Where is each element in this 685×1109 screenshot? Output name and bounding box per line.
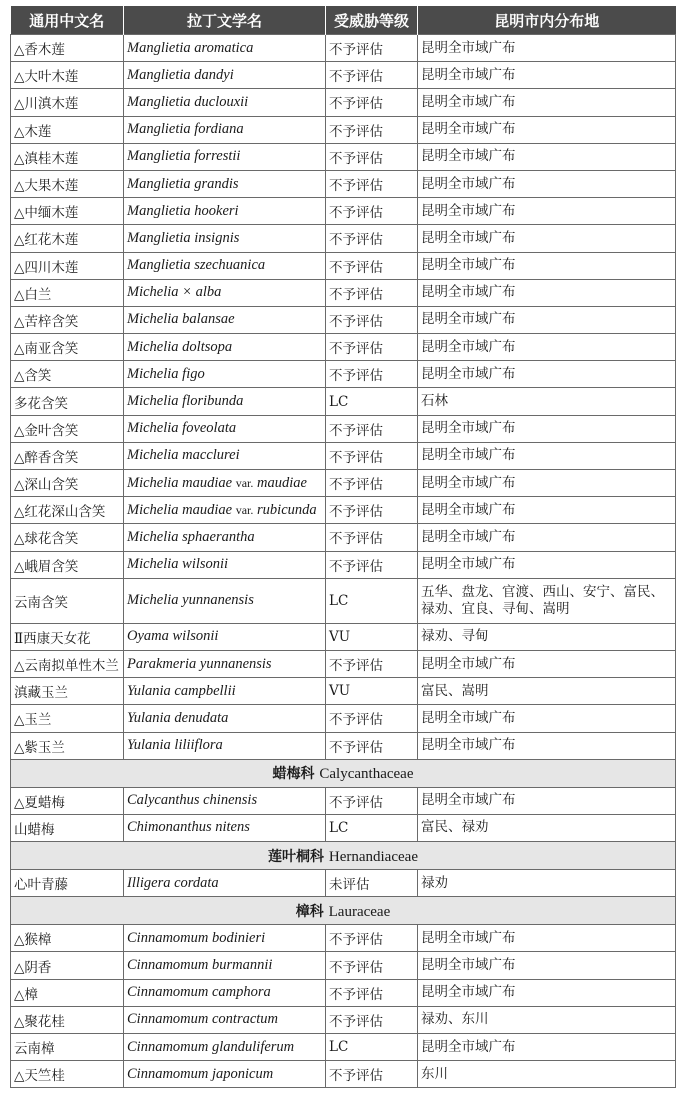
latin-name-cell	[124, 470, 326, 497]
rank-marker: var.	[235, 502, 254, 517]
latin-name-cell	[124, 116, 326, 143]
species-table	[10, 6, 676, 1088]
threat-level-cell: VU	[326, 678, 418, 705]
latin-name-cell	[124, 497, 326, 524]
distribution-cell: 富民、嵩明	[418, 678, 676, 705]
table-row	[11, 35, 676, 62]
table-row	[11, 89, 676, 116]
threat-level-cell: 不予评估	[326, 497, 418, 524]
table-row	[11, 497, 676, 524]
common-name-cell: △夏蜡梅	[11, 787, 124, 814]
binomial: Cinnamomum contractum	[127, 1011, 279, 1028]
table-row	[11, 732, 676, 759]
common-name-cell: △峨眉含笑	[11, 551, 124, 578]
binomial: Michelia balansae	[127, 311, 235, 328]
common-name-cell: 心叶青藤	[11, 870, 124, 897]
binomial: Michelia wilsonii	[127, 556, 229, 573]
binomial: Manglietia duclouxii	[127, 93, 249, 110]
threat-level-cell: 不予评估	[326, 143, 418, 170]
common-name-cell: △苦梓含笑	[11, 306, 124, 333]
distribution-cell: 昆明全市域广布	[418, 225, 676, 252]
table-row	[11, 1034, 676, 1061]
common-name-cell: △紫玉兰	[11, 732, 124, 759]
table-row	[11, 116, 676, 143]
latin-name-cell	[124, 650, 326, 677]
common-name-cell: △天竺桂	[11, 1061, 124, 1088]
distribution-cell: 禄劝、东川	[418, 1006, 676, 1033]
common-name-cell: 云南含笑	[11, 578, 124, 623]
threat-level-cell: 未评估	[326, 870, 418, 897]
binomial: Michelia sphaerantha	[127, 528, 255, 545]
binomial: Yulania campbellii	[127, 682, 236, 699]
table-row	[11, 578, 676, 623]
distribution-cell: 昆明全市域广布	[418, 925, 676, 952]
binomial: Cinnamomum burmannii	[127, 957, 273, 974]
common-name-cell: △木莲	[11, 116, 124, 143]
table-row	[11, 678, 676, 705]
binomial: Cinnamomum camphora	[127, 984, 271, 1001]
latin-name-cell	[124, 1061, 326, 1088]
infraspecific-epithet: maudiae	[257, 474, 307, 491]
threat-level-cell: 不予评估	[326, 979, 418, 1006]
distribution-cell: 石林	[418, 388, 676, 415]
distribution-cell: 昆明全市域广布	[418, 952, 676, 979]
table-row	[11, 62, 676, 89]
common-name-cell: △球花含笑	[11, 524, 124, 551]
table-row	[11, 334, 676, 361]
binomial: Michelia macclurei	[127, 447, 240, 464]
distribution-cell: 昆明全市域广布	[418, 650, 676, 677]
binomial: Michelia yunnanensis	[127, 592, 254, 609]
header-distribution: 昆明市内分布地	[418, 6, 676, 35]
binomial: Michelia maudiae	[127, 501, 233, 518]
table-row	[11, 279, 676, 306]
common-name-cell: △滇桂木莲	[11, 143, 124, 170]
binomial: Manglietia aromatica	[127, 39, 254, 56]
table-row	[11, 252, 676, 279]
binomial: Manglietia dandyi	[127, 66, 234, 83]
distribution-cell: 五华、盘龙、官渡、西山、安宁、富民、禄劝、宜良、寻甸、嵩明	[418, 578, 676, 623]
common-name-cell: △红花深山含笑	[11, 497, 124, 524]
table-row	[11, 870, 676, 897]
latin-name-cell	[124, 225, 326, 252]
common-name-cell: △阴香	[11, 952, 124, 979]
threat-level-cell: 不予评估	[326, 551, 418, 578]
common-name-cell: △猴樟	[11, 925, 124, 952]
binomial: Michelia floribunda	[127, 393, 244, 410]
distribution-cell: 昆明全市域广布	[418, 35, 676, 62]
binomial: Manglietia hookeri	[127, 202, 239, 219]
distribution-cell: 禄劝	[418, 870, 676, 897]
distribution-cell: 昆明全市域广布	[418, 279, 676, 306]
common-name-cell: △含笑	[11, 361, 124, 388]
binomial: Cinnamomum bodinieri	[127, 929, 266, 946]
common-name-cell: △金叶含笑	[11, 415, 124, 442]
latin-name-cell	[124, 814, 326, 841]
latin-name-cell	[124, 705, 326, 732]
binomial: Calycanthus chinensis	[127, 792, 258, 809]
binomial: Michelia × alba	[127, 284, 222, 301]
threat-level-cell: 不予评估	[326, 306, 418, 333]
common-name-cell: △大叶木莲	[11, 62, 124, 89]
distribution-cell: 昆明全市域广布	[418, 470, 676, 497]
binomial: Manglietia insignis	[127, 229, 240, 246]
table-row	[11, 952, 676, 979]
binomial: Michelia foveolata	[127, 420, 237, 437]
common-name-cell: △樟	[11, 979, 124, 1006]
latin-name-cell	[124, 143, 326, 170]
table-row	[11, 1061, 676, 1088]
table-row	[11, 705, 676, 732]
distribution-cell: 昆明全市域广布	[418, 62, 676, 89]
threat-level-cell: 不予评估	[326, 925, 418, 952]
threat-level-cell: LC	[326, 814, 418, 841]
threat-level-cell: 不予评估	[326, 415, 418, 442]
binomial: Yulania denudata	[127, 709, 229, 726]
threat-level-cell: 不予评估	[326, 787, 418, 814]
infraspecific-epithet: rubicunda	[257, 501, 317, 518]
latin-name-cell	[124, 198, 326, 225]
latin-name-cell	[124, 170, 326, 197]
common-name-cell: △玉兰	[11, 705, 124, 732]
table-row	[11, 524, 676, 551]
binomial: Illigera cordata	[127, 874, 219, 891]
threat-level-cell: 不予评估	[326, 116, 418, 143]
table-row	[11, 306, 676, 333]
latin-name-cell	[124, 925, 326, 952]
common-name-cell: 多花含笑	[11, 388, 124, 415]
common-name-cell: △深山含笑	[11, 470, 124, 497]
threat-level-cell: LC	[326, 388, 418, 415]
header-common-name: 通用中文名	[11, 6, 124, 35]
distribution-cell: 昆明全市域广布	[418, 551, 676, 578]
family-chinese-name: 莲叶桐科	[268, 848, 324, 865]
common-name-cell: △香木莲	[11, 35, 124, 62]
threat-level-cell: 不予评估	[326, 1006, 418, 1033]
family-chinese-name: 樟科	[295, 903, 324, 920]
table-header-row	[11, 6, 676, 35]
family-header-row	[11, 842, 676, 870]
distribution-cell: 昆明全市域广布	[418, 1034, 676, 1061]
table-row	[11, 979, 676, 1006]
distribution-cell: 富民、禄劝	[418, 814, 676, 841]
latin-name-cell	[124, 252, 326, 279]
table-row	[11, 814, 676, 841]
common-name-cell: △聚花桂	[11, 1006, 124, 1033]
family-header-row	[11, 759, 676, 787]
threat-level-cell: 不予评估	[326, 732, 418, 759]
distribution-cell: 昆明全市域广布	[418, 415, 676, 442]
family-latin-name: Calycanthaceae	[319, 766, 414, 783]
threat-level-cell: 不予评估	[326, 650, 418, 677]
latin-name-cell	[124, 678, 326, 705]
latin-name-cell	[124, 578, 326, 623]
latin-name-cell	[124, 1006, 326, 1033]
latin-name-cell	[124, 35, 326, 62]
distribution-cell: 昆明全市域广布	[418, 334, 676, 361]
header-threat-level: 受威胁等级	[326, 6, 418, 35]
binomial: Oyama wilsonii	[127, 628, 219, 645]
distribution-cell: 昆明全市域广布	[418, 198, 676, 225]
binomial: Michelia doltsopa	[127, 338, 233, 355]
family-title	[11, 759, 676, 787]
latin-name-cell	[124, 62, 326, 89]
threat-level-cell: 不予评估	[326, 1061, 418, 1088]
threat-level-cell: LC	[326, 1034, 418, 1061]
threat-level-cell: 不予评估	[326, 442, 418, 469]
common-name-cell: △云南拟单性木兰	[11, 650, 124, 677]
threat-level-cell: 不予评估	[326, 524, 418, 551]
binomial: Manglietia fordiana	[127, 121, 244, 138]
distribution-cell: 昆明全市域广布	[418, 979, 676, 1006]
distribution-cell: 昆明全市域广布	[418, 143, 676, 170]
common-name-cell: △红花木莲	[11, 225, 124, 252]
threat-level-cell: 不予评估	[326, 198, 418, 225]
table-row	[11, 442, 676, 469]
distribution-cell: 昆明全市域广布	[418, 361, 676, 388]
distribution-cell: 昆明全市域广布	[418, 705, 676, 732]
table-row	[11, 551, 676, 578]
common-name-cell: 云南樟	[11, 1034, 124, 1061]
distribution-cell: 昆明全市域广布	[418, 306, 676, 333]
distribution-cell: 昆明全市域广布	[418, 787, 676, 814]
table-row	[11, 623, 676, 650]
threat-level-cell: 不予评估	[326, 35, 418, 62]
latin-name-cell	[124, 870, 326, 897]
common-name-cell: △醉香含笑	[11, 442, 124, 469]
threat-level-cell: LC	[326, 578, 418, 623]
binomial: Yulania liliiflora	[127, 737, 223, 754]
family-title	[11, 897, 676, 925]
header-latin-name: 拉丁文学名	[124, 6, 326, 35]
threat-level-cell: 不予评估	[326, 225, 418, 252]
latin-name-cell	[124, 306, 326, 333]
table-row	[11, 388, 676, 415]
latin-name-cell	[124, 279, 326, 306]
threat-level-cell: 不予评估	[326, 62, 418, 89]
distribution-cell: 东川	[418, 1061, 676, 1088]
table-row	[11, 143, 676, 170]
threat-level-cell: VU	[326, 623, 418, 650]
table-row	[11, 650, 676, 677]
latin-name-cell	[124, 89, 326, 116]
distribution-cell: 昆明全市域广布	[418, 442, 676, 469]
distribution-cell: 昆明全市域广布	[418, 524, 676, 551]
table-body	[11, 35, 676, 1088]
binomial: Manglietia grandis	[127, 175, 239, 192]
threat-level-cell: 不予评估	[326, 170, 418, 197]
common-name-cell: Ⅱ西康天女花	[11, 623, 124, 650]
threat-level-cell: 不予评估	[326, 279, 418, 306]
distribution-cell: 昆明全市域广布	[418, 497, 676, 524]
latin-name-cell	[124, 442, 326, 469]
latin-name-cell	[124, 551, 326, 578]
common-name-cell: 滇藏玉兰	[11, 678, 124, 705]
table-row	[11, 925, 676, 952]
threat-level-cell: 不予评估	[326, 470, 418, 497]
latin-name-cell	[124, 623, 326, 650]
latin-name-cell	[124, 787, 326, 814]
binomial: Michelia figo	[127, 365, 205, 382]
distribution-cell: 昆明全市域广布	[418, 252, 676, 279]
distribution-cell: 昆明全市域广布	[418, 732, 676, 759]
table-row	[11, 787, 676, 814]
common-name-cell: 山蜡梅	[11, 814, 124, 841]
threat-level-cell: 不予评估	[326, 334, 418, 361]
binomial: Michelia maudiae	[127, 474, 233, 491]
latin-name-cell	[124, 415, 326, 442]
distribution-cell: 昆明全市域广布	[418, 116, 676, 143]
family-latin-name: Lauraceae	[328, 903, 391, 920]
rank-marker: var.	[235, 475, 254, 490]
family-title	[11, 842, 676, 870]
binomial: Manglietia szechuanica	[127, 257, 266, 274]
distribution-cell: 昆明全市域广布	[418, 89, 676, 116]
threat-level-cell: 不予评估	[326, 952, 418, 979]
latin-name-cell	[124, 979, 326, 1006]
latin-name-cell	[124, 361, 326, 388]
common-name-cell: △川滇木莲	[11, 89, 124, 116]
table-row	[11, 1006, 676, 1033]
binomial: Cinnamomum glanduliferum	[127, 1038, 295, 1055]
family-latin-name: Hernandiaceae	[328, 848, 418, 865]
table-row	[11, 198, 676, 225]
table-row	[11, 170, 676, 197]
latin-name-cell	[124, 732, 326, 759]
threat-level-cell: 不予评估	[326, 89, 418, 116]
distribution-cell: 昆明全市域广布	[418, 170, 676, 197]
table-row	[11, 225, 676, 252]
latin-name-cell	[124, 952, 326, 979]
common-name-cell: △中缅木莲	[11, 198, 124, 225]
common-name-cell: △大果木莲	[11, 170, 124, 197]
threat-level-cell: 不予评估	[326, 705, 418, 732]
threat-level-cell: 不予评估	[326, 361, 418, 388]
table-row	[11, 361, 676, 388]
common-name-cell: △白兰	[11, 279, 124, 306]
binomial: Chimonanthus nitens	[127, 819, 250, 836]
latin-name-cell	[124, 388, 326, 415]
common-name-cell: △南亚含笑	[11, 334, 124, 361]
table-row	[11, 415, 676, 442]
latin-name-cell	[124, 334, 326, 361]
binomial: Cinnamomum japonicum	[127, 1065, 274, 1082]
binomial: Manglietia forrestii	[127, 148, 241, 165]
common-name-cell: △四川木莲	[11, 252, 124, 279]
family-header-row	[11, 897, 676, 925]
latin-name-cell	[124, 524, 326, 551]
species-table-container	[10, 6, 675, 1088]
binomial: Parakmeria yunnanensis	[127, 655, 272, 672]
table-row	[11, 470, 676, 497]
family-chinese-name: 蜡梅科	[272, 766, 315, 783]
distribution-cell: 禄劝、寻甸	[418, 623, 676, 650]
threat-level-cell: 不予评估	[326, 252, 418, 279]
latin-name-cell	[124, 1034, 326, 1061]
